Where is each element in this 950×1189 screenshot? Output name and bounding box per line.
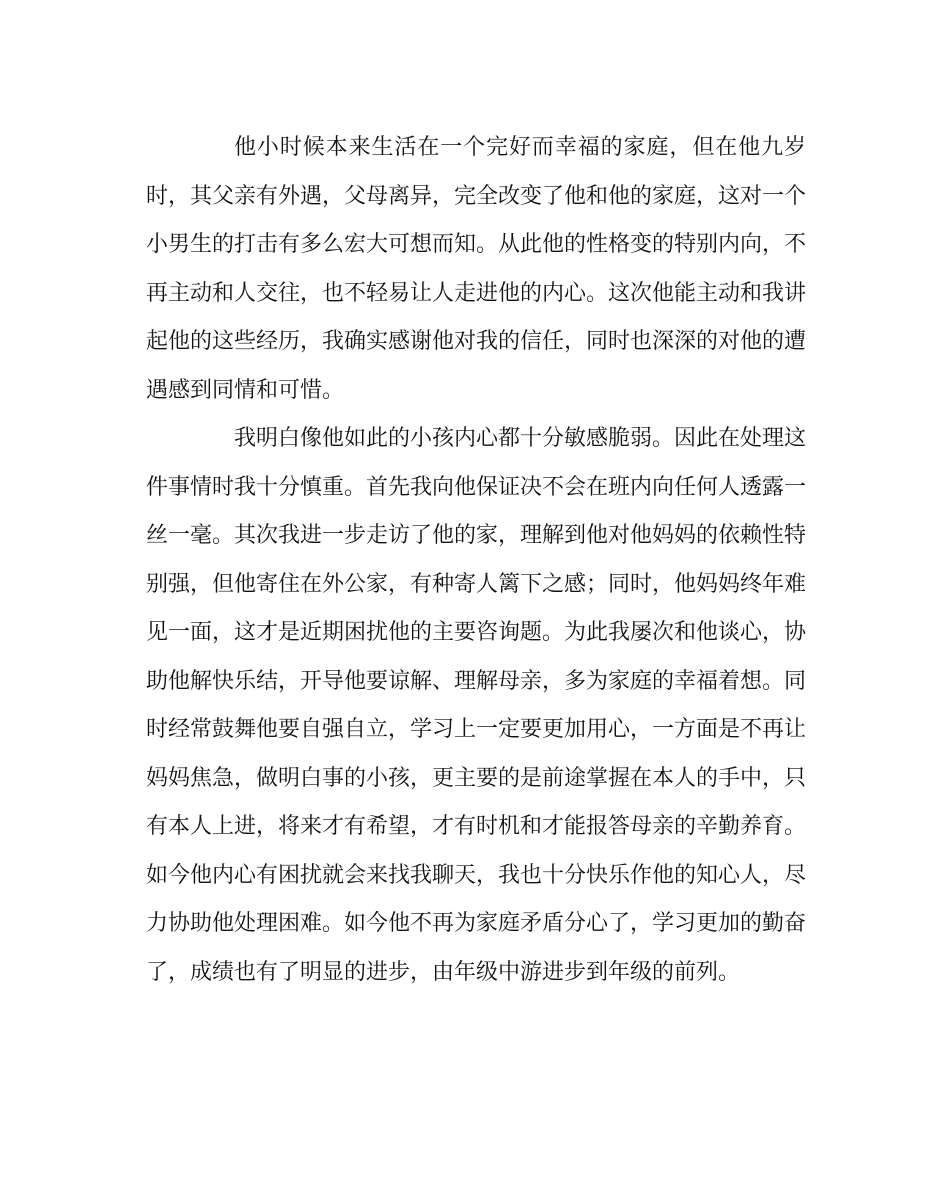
paragraph-line: 了，成绩也有了明显的进步，由年级中游进步到年级的前列。 (146, 959, 741, 985)
paragraph-line: 丝一毫。其次我进一步走访了他的家，理解到他对他妈妈的依赖性特 (146, 523, 807, 548)
paragraph-line: 有本人上进，将来才有希望，才有时机和才能报答母亲的辛勤养育。 (146, 814, 807, 839)
paragraph-line: 再主动和人交往，也不轻易让人走进他的内心。这次他能主动和我讲 (146, 280, 807, 306)
paragraph-line: 如今他内心有困扰就会来找我聊天，我也十分快乐作他的知心人，尽 (146, 862, 807, 888)
paragraph-line: 件事情时我十分慎重。首先我向他保证决不会在班内向任何人透露一 (146, 474, 807, 500)
paragraph-line: 别强，但他寄住在外公家，有种寄人篱下之感；同时，他妈妈终年难 (146, 571, 807, 597)
body-text (146, 124, 806, 997)
paragraph-line: 遇感到同情和可惜。 (146, 377, 345, 403)
paragraph-2 (146, 415, 806, 997)
paragraph-line: 时，其父亲有外遇，父母离异，完全改变了他和他的家庭，这对一个 (146, 183, 807, 209)
paragraph-line: 他小时候本来生活在一个完好而幸福的家庭，但在他九岁 (234, 135, 806, 160)
paragraph-line: 我明白像他如此的小孩内心都十分敏感脆弱。因此在处理这 (234, 426, 807, 451)
paragraph-1 (146, 124, 806, 415)
paragraph-line: 妈妈焦急，做明白事的小孩，更主要的是前途掌握在本人的手中，只 (146, 765, 807, 791)
paragraph-line: 起他的这些经历，我确实感谢他对我的信任，同时也深深的对他的遭 (146, 329, 807, 354)
paragraph-line: 力协助他处理困难。如今他不再为家庭矛盾分心了，学习更加的勤奋 (146, 911, 807, 936)
paragraph-line: 时经常鼓舞他要自强自立，学习上一定要更加用心，一方面是不再让 (146, 717, 807, 742)
paragraph-line: 小男生的打击有多么宏大可想而知。从此他的性格变的特别内向，不 (146, 232, 807, 257)
paragraph-line: 见一面，这才是近期困扰他的主要咨询题。为此我屡次和他谈心，协 (146, 620, 807, 645)
paragraph-line: 助他解快乐结，开导他要谅解、理解母亲，多为家庭的幸福着想。同 (146, 668, 807, 694)
